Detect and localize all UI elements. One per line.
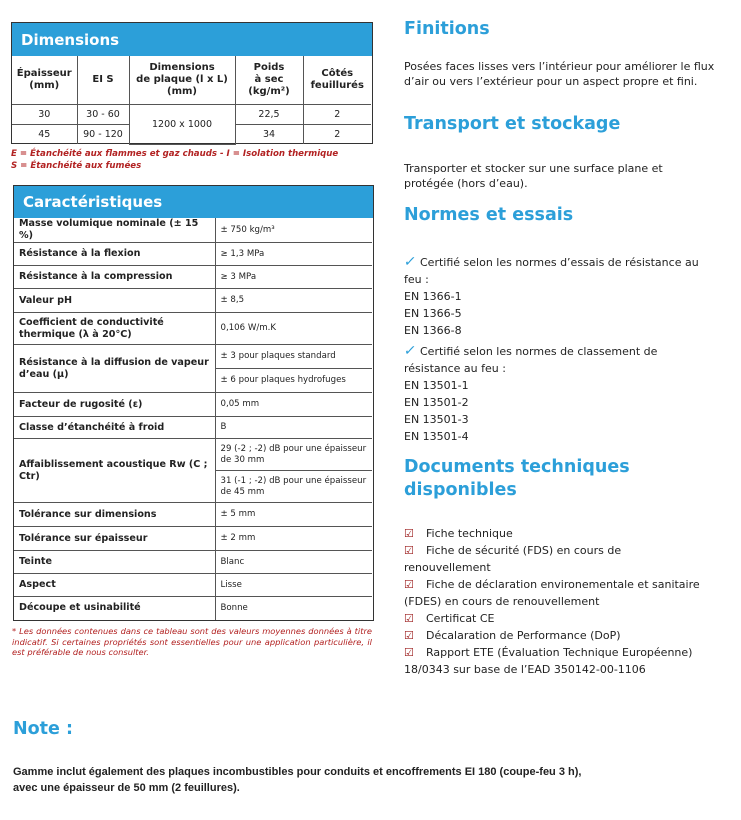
normes-heading: Normes et essais: [404, 205, 574, 225]
table-row: [14, 266, 372, 289]
dimensions-title: Dimensions: [12, 23, 372, 56]
legend-line: E = Étanchéité aux flammes et gaz chauds - I = Isolation thermique: [11, 149, 339, 159]
table-row: [14, 417, 372, 439]
cell-eis: 90 - 120: [77, 124, 129, 144]
norme-item: EN 13501-1: [404, 379, 469, 392]
row-label: Résistance à la diffusion de vapeur d’eau (µ): [14, 345, 215, 393]
row-value: Lisse: [215, 574, 372, 597]
checkmark-icon: ✓: [402, 343, 418, 359]
row-label: Résistance à la compression: [14, 266, 215, 289]
cell-cotes: 2: [303, 104, 371, 124]
norme-item: EN 1366-5: [404, 307, 462, 320]
document-item[interactable]: ☑ Certificat CE: [404, 612, 495, 625]
cell-poids: 34: [235, 124, 303, 144]
ballot-box-check-icon: ☑: [404, 527, 414, 540]
ballot-box-check-icon: ☑: [404, 629, 414, 642]
row-label: Classe d’étanchéité à froid: [14, 417, 215, 439]
normes-intro-cont: résistance au feu :: [404, 362, 506, 375]
transport-heading: Transport et stockage: [404, 114, 621, 134]
row-value: ± 6 pour plaques hydrofuges: [215, 369, 372, 393]
row-value: 29 (-2 ; -2) dB pour une épaisseur de 30 mm: [215, 439, 372, 471]
row-value: 0,05 mm: [215, 393, 372, 417]
cell-cotes: 2: [303, 124, 371, 144]
row-label: Facteur de rugosité (ε): [14, 393, 215, 417]
header-dimensions: Dimensions de plaque (l x L) (mm): [129, 56, 235, 104]
caracteristiques-table: [13, 185, 374, 621]
document-item[interactable]: ☑ Fiche de déclaration environementale et sanitaire (FDES) en cours de renouvellement: [404, 578, 700, 608]
norme-item: EN 1366-8: [404, 324, 462, 337]
row-label: Tolérance sur dimensions: [14, 503, 215, 527]
document-item[interactable]: ☑ Rapport ETE (Évaluation Technique Européenne) 18/0343 sur base de l’EAD 350142-00-1106: [404, 646, 693, 676]
normes-intro: Certifié selon les normes de classement de: [420, 345, 658, 358]
row-value: 31 (-1 ; -2) dB pour une épaisseur de 45 mm: [215, 471, 372, 503]
document-item[interactable]: ☑ Fiche de sécurité (FDS) en cours de renouvellement: [404, 544, 622, 574]
documents-heading-line: Documents techniques: [404, 457, 630, 477]
documents-heading: [404, 456, 630, 502]
dimensions-table: [11, 22, 373, 144]
note-text: [13, 764, 581, 796]
row-value: ± 3 pour plaques standard: [215, 345, 372, 369]
table-row: [14, 345, 372, 369]
row-value: ± 8,5: [215, 289, 372, 313]
table-row: [14, 574, 372, 597]
table-row: [14, 393, 372, 417]
norme-item: EN 13501-2: [404, 396, 469, 409]
table-row: [14, 289, 372, 313]
header-poids: Poids à sec (kg/m²): [235, 56, 303, 104]
cell-epaisseur: 30: [12, 104, 77, 124]
norme-item: EN 13501-3: [404, 413, 469, 426]
normes-group-essais: [404, 254, 734, 339]
header-eis: EI S: [77, 56, 129, 104]
table-row: [14, 597, 372, 620]
ballot-box-check-icon: ☑: [404, 612, 414, 625]
ballot-box-check-icon: ☑: [404, 544, 414, 557]
ballot-box-check-icon: ☑: [404, 578, 414, 591]
row-label: Valeur pH: [14, 289, 215, 313]
row-label: Affaiblissement acoustique Rw (C ; Ctr): [14, 439, 215, 503]
row-value: B: [215, 417, 372, 439]
normes-group-classement: [404, 343, 734, 445]
normes-list: [404, 254, 734, 445]
table-row: [14, 527, 372, 551]
finitions-text: Posées faces lisses vers l’intérieur pour améliorer le flux d’air ou vers l’extérieur pour un aspect propre et fini.: [404, 60, 715, 88]
table-row: [14, 439, 372, 471]
row-value: 0,106 W/m.K: [215, 313, 372, 345]
table-row: [14, 218, 372, 243]
dimensions-legend: [11, 148, 381, 172]
table-row: [12, 104, 371, 124]
finitions-heading: Finitions: [404, 19, 490, 39]
row-label: Teinte: [14, 551, 215, 574]
row-label: Découpe et usinabilité: [14, 597, 215, 620]
cell-poids: 22,5: [235, 104, 303, 124]
table-row: [14, 503, 372, 527]
note-heading: Note :: [13, 719, 73, 739]
document-item[interactable]: ☑ Décalaration de Performance (DoP): [404, 629, 621, 642]
checkmark-icon: ✓: [402, 254, 418, 270]
header-epaisseur: Épaisseur (mm): [12, 56, 77, 104]
row-value: Bonne: [215, 597, 372, 620]
row-label: Aspect: [14, 574, 215, 597]
row-label: Tolérance sur épaisseur: [14, 527, 215, 551]
row-value: ≥ 3 MPa: [215, 266, 372, 289]
legend-line: S = Étanchéité aux fumées: [11, 161, 142, 171]
caracteristiques-title: Caractéristiques: [14, 186, 373, 218]
documents-heading-line: disponibles: [404, 480, 517, 500]
norme-item: EN 13501-4: [404, 430, 469, 443]
table-row: [14, 551, 372, 574]
norme-item: EN 1366-1: [404, 290, 462, 303]
row-label: Coefficient de conductivité thermique (λ à 20°C): [14, 313, 215, 345]
header-cotes: Côtés feuillurés: [303, 56, 371, 104]
transport-text: Transporter et stocker sur une surface plane et protégée (hors d’eau).: [404, 162, 663, 190]
document-item[interactable]: ☑ Fiche technique: [404, 527, 513, 540]
documents-list: [404, 525, 734, 678]
caracteristiques-footnote: * Les données contenues dans ce tableau sont des valeurs moyennes données à titre indicatif. Si certaines propriétés sont essentielles pour une application particulière, il est préférable de nous consulter.: [12, 626, 372, 657]
note-line: Gamme inclut également des plaques incombustibles pour conduits et encoffrements EI 180 (coupe-feu 3 h),: [13, 766, 582, 778]
row-label: Résistance à la flexion: [14, 243, 215, 266]
cell-epaisseur: 45: [12, 124, 77, 144]
row-label: Masse volumique nominale (± 15 %): [14, 218, 215, 243]
row-value: ≥ 1,3 MPa: [215, 243, 372, 266]
note-line: avec une épaisseur de 50 mm (2 feuillures).: [13, 782, 240, 794]
row-value: Blanc: [215, 551, 372, 574]
row-value: ± 5 mm: [215, 503, 372, 527]
normes-intro-cont: feu :: [404, 273, 429, 286]
cell-eis: 30 - 60: [77, 104, 129, 124]
table-row: [14, 313, 372, 345]
normes-intro: Certifié selon les normes d’essais de résistance au: [420, 256, 699, 269]
cell-dimensions: 1200 x 1000: [129, 104, 235, 144]
table-row: [14, 243, 372, 266]
row-value: ± 750 kg/m³: [215, 218, 372, 243]
row-value: ± 2 mm: [215, 527, 372, 551]
ballot-box-check-icon: ☑: [404, 646, 414, 659]
